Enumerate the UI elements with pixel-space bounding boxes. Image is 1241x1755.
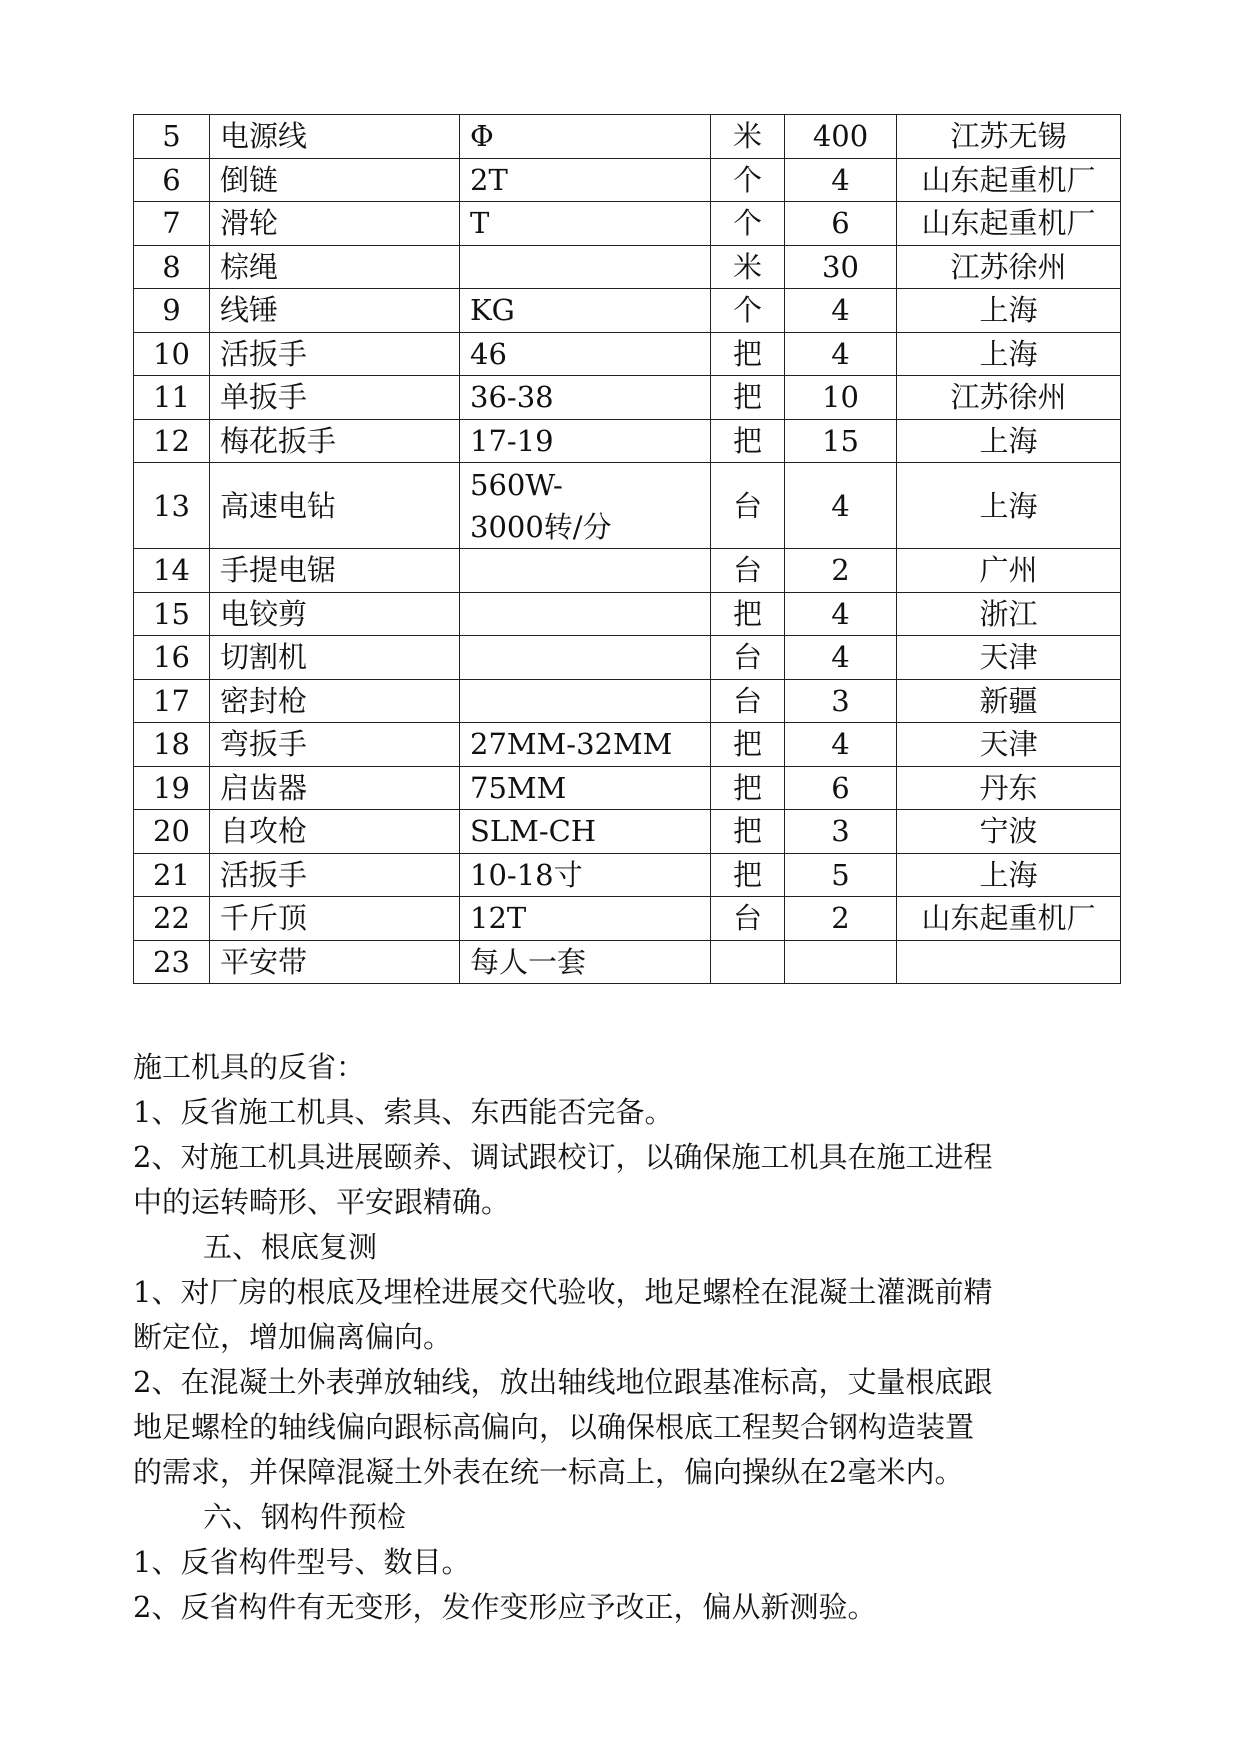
unit-cell: 把 xyxy=(711,592,785,636)
row-number-cell: 12 xyxy=(134,419,210,463)
origin-cell: 丹东 xyxy=(897,766,1121,810)
unit-cell: 米 xyxy=(711,245,785,289)
spec-line: 560W- xyxy=(470,467,563,502)
spec-cell xyxy=(460,158,711,202)
tool-name-cell: 千斤顶 xyxy=(210,897,460,941)
quantity-cell: 3 xyxy=(785,679,897,723)
spec-cell xyxy=(460,376,711,420)
row-number-cell: 18 xyxy=(134,723,210,767)
table-row xyxy=(134,245,1121,289)
table-row xyxy=(134,636,1121,680)
tool-name-cell: 手提电锯 xyxy=(210,549,460,593)
origin-cell xyxy=(897,940,1121,984)
origin-cell: 上海 xyxy=(897,419,1121,463)
tools-table xyxy=(133,114,1121,984)
quantity-cell: 4 xyxy=(785,636,897,680)
tools-table-body xyxy=(134,115,1121,984)
paragraph-line: 2、反省构件有无变形，发作变形应予改正，偏从新测验。 xyxy=(133,1590,877,1624)
table-row xyxy=(134,115,1121,159)
paragraph-line: 2、在混凝土外表弹放轴线，放出轴线地位跟基准标高，丈量根底跟 xyxy=(133,1365,993,1399)
spec-cell xyxy=(460,679,711,723)
paragraph-line: 施工机具的反省： xyxy=(133,1050,366,1084)
paragraph-line: 地足螺栓的轴线偏向跟标高偏向，以确保根底工程契合钢构造装置 xyxy=(133,1410,975,1444)
tool-name-cell: 单扳手 xyxy=(210,376,460,420)
tool-name-cell: 电铰剪 xyxy=(210,592,460,636)
table-row xyxy=(134,419,1121,463)
unit-cell: 把 xyxy=(711,853,785,897)
origin-cell: 江苏徐州 xyxy=(897,376,1121,420)
spec-cell xyxy=(460,940,711,984)
paragraph-line: 1、对厂房的根底及埋栓进展交代验收，地足螺栓在混凝土灌溉前精 xyxy=(133,1275,993,1309)
quantity-cell: 5 xyxy=(785,853,897,897)
quantity-cell: 6 xyxy=(785,766,897,810)
quantity-cell: 4 xyxy=(785,592,897,636)
unit-cell: 把 xyxy=(711,810,785,854)
tool-name-cell: 活扳手 xyxy=(210,332,460,376)
section-heading: 六、钢构件预检 xyxy=(203,1500,407,1534)
unit-cell: 台 xyxy=(711,636,785,680)
origin-cell: 山东起重机厂 xyxy=(897,897,1121,941)
row-number-cell: 5 xyxy=(134,115,210,159)
section-heading: 五、根底复测 xyxy=(203,1230,378,1264)
spec-line: 2T xyxy=(470,162,508,197)
tool-name-cell: 高速电钻 xyxy=(210,463,460,549)
table-row xyxy=(134,723,1121,767)
row-number-cell: 17 xyxy=(134,679,210,723)
row-number-cell: 20 xyxy=(134,810,210,854)
row-number-cell: 21 xyxy=(134,853,210,897)
table-row xyxy=(134,940,1121,984)
tool-name-cell: 倒链 xyxy=(210,158,460,202)
table-row xyxy=(134,549,1121,593)
quantity-cell: 4 xyxy=(785,463,897,549)
spec-line: 36-38 xyxy=(470,380,554,415)
tool-name-cell: 切割机 xyxy=(210,636,460,680)
spec-line: SLM-CH xyxy=(470,814,597,849)
unit-cell: 把 xyxy=(711,419,785,463)
paragraph-line: 1、反省构件型号、数目。 xyxy=(133,1545,471,1579)
quantity-cell: 10 xyxy=(785,376,897,420)
unit-cell xyxy=(711,940,785,984)
spec-line: 12T xyxy=(470,901,527,936)
spec-cell xyxy=(460,723,711,767)
table-row xyxy=(134,463,1121,549)
unit-cell: 把 xyxy=(711,332,785,376)
origin-cell: 江苏徐州 xyxy=(897,245,1121,289)
origin-cell: 浙江 xyxy=(897,592,1121,636)
origin-cell: 天津 xyxy=(897,636,1121,680)
tool-name-cell: 棕绳 xyxy=(210,245,460,289)
spec-line: 每人一套 xyxy=(470,944,587,979)
origin-cell: 上海 xyxy=(897,289,1121,333)
origin-cell: 新疆 xyxy=(897,679,1121,723)
spec-cell xyxy=(460,897,711,941)
table-row xyxy=(134,289,1121,333)
quantity-cell: 15 xyxy=(785,419,897,463)
table-row xyxy=(134,853,1121,897)
unit-cell: 把 xyxy=(711,766,785,810)
row-number-cell: 23 xyxy=(134,940,210,984)
spec-cell xyxy=(460,853,711,897)
unit-cell: 台 xyxy=(711,549,785,593)
spec-line: 27MM-32MM xyxy=(470,727,673,762)
spec-cell xyxy=(460,245,711,289)
table-row xyxy=(134,810,1121,854)
quantity-cell: 400 xyxy=(785,115,897,159)
spec-line: 10-18寸 xyxy=(470,857,583,892)
paragraph-line: 断定位，增加偏离偏向。 xyxy=(133,1320,453,1354)
unit-cell: 台 xyxy=(711,897,785,941)
table-row xyxy=(134,376,1121,420)
row-number-cell: 11 xyxy=(134,376,210,420)
row-number-cell: 10 xyxy=(134,332,210,376)
spec-cell xyxy=(460,463,711,549)
row-number-cell: 9 xyxy=(134,289,210,333)
spec-cell xyxy=(460,592,711,636)
spec-cell xyxy=(460,549,711,593)
quantity-cell: 2 xyxy=(785,549,897,593)
tool-name-cell: 启齿器 xyxy=(210,766,460,810)
quantity-cell: 6 xyxy=(785,202,897,246)
unit-cell: 个 xyxy=(711,202,785,246)
tool-name-cell: 弯扳手 xyxy=(210,723,460,767)
origin-cell: 上海 xyxy=(897,853,1121,897)
row-number-cell: 6 xyxy=(134,158,210,202)
quantity-cell: 4 xyxy=(785,158,897,202)
unit-cell: 把 xyxy=(711,723,785,767)
tool-name-cell: 滑轮 xyxy=(210,202,460,246)
spec-line: Φ xyxy=(470,119,494,154)
spec-cell xyxy=(460,419,711,463)
origin-cell: 广州 xyxy=(897,549,1121,593)
quantity-cell xyxy=(785,940,897,984)
tool-name-cell: 密封枪 xyxy=(210,679,460,723)
row-number-cell: 19 xyxy=(134,766,210,810)
row-number-cell: 13 xyxy=(134,463,210,549)
quantity-cell: 2 xyxy=(785,897,897,941)
quantity-cell: 30 xyxy=(785,245,897,289)
table-row xyxy=(134,202,1121,246)
spec-cell xyxy=(460,289,711,333)
quantity-cell: 3 xyxy=(785,810,897,854)
row-number-cell: 8 xyxy=(134,245,210,289)
row-number-cell: 15 xyxy=(134,592,210,636)
unit-cell: 台 xyxy=(711,463,785,549)
paragraph-line: 的需求，并保障混凝土外表在统一标高上，偏向操纵在2毫米内。 xyxy=(133,1455,964,1489)
unit-cell: 个 xyxy=(711,289,785,333)
spec-line: T xyxy=(470,206,490,241)
spec-line: KG xyxy=(470,293,515,328)
paragraph-line: 1、反省施工机具、索具、东西能否完备。 xyxy=(133,1095,674,1129)
spec-cell xyxy=(460,115,711,159)
tool-name-cell: 梅花扳手 xyxy=(210,419,460,463)
quantity-cell: 4 xyxy=(785,289,897,333)
table-row xyxy=(134,679,1121,723)
paragraph-line: 中的运转畸形、平安跟精确。 xyxy=(133,1185,511,1219)
table-row xyxy=(134,158,1121,202)
spec-cell xyxy=(460,202,711,246)
origin-cell: 山东起重机厂 xyxy=(897,202,1121,246)
table-row xyxy=(134,766,1121,810)
row-number-cell: 16 xyxy=(134,636,210,680)
origin-cell: 天津 xyxy=(897,723,1121,767)
unit-cell: 个 xyxy=(711,158,785,202)
tool-name-cell: 自攻枪 xyxy=(210,810,460,854)
spec-cell xyxy=(460,332,711,376)
row-number-cell: 22 xyxy=(134,897,210,941)
spec-line: 3000转/分 xyxy=(470,509,612,544)
row-number-cell: 14 xyxy=(134,549,210,593)
spec-line: 46 xyxy=(470,336,507,371)
origin-cell: 山东起重机厂 xyxy=(897,158,1121,202)
quantity-cell: 4 xyxy=(785,332,897,376)
unit-cell: 台 xyxy=(711,679,785,723)
spec-line: 75MM xyxy=(470,770,567,805)
table-row xyxy=(134,592,1121,636)
tool-name-cell: 平安带 xyxy=(210,940,460,984)
spec-cell xyxy=(460,810,711,854)
origin-cell: 上海 xyxy=(897,463,1121,549)
document-body-text xyxy=(133,1045,1123,1630)
tool-name-cell: 线锤 xyxy=(210,289,460,333)
unit-cell: 把 xyxy=(711,376,785,420)
spec-cell xyxy=(460,766,711,810)
table-row xyxy=(134,897,1121,941)
origin-cell: 江苏无锡 xyxy=(897,115,1121,159)
origin-cell: 宁波 xyxy=(897,810,1121,854)
unit-cell: 米 xyxy=(711,115,785,159)
table-row xyxy=(134,332,1121,376)
row-number-cell: 7 xyxy=(134,202,210,246)
spec-cell xyxy=(460,636,711,680)
quantity-cell: 4 xyxy=(785,723,897,767)
origin-cell: 上海 xyxy=(897,332,1121,376)
spec-line: 17-19 xyxy=(470,423,554,458)
paragraph-line: 2、对施工机具进展颐养、调试跟校订，以确保施工机具在施工进程 xyxy=(133,1140,993,1174)
tool-name-cell: 电源线 xyxy=(210,115,460,159)
tool-name-cell: 活扳手 xyxy=(210,853,460,897)
